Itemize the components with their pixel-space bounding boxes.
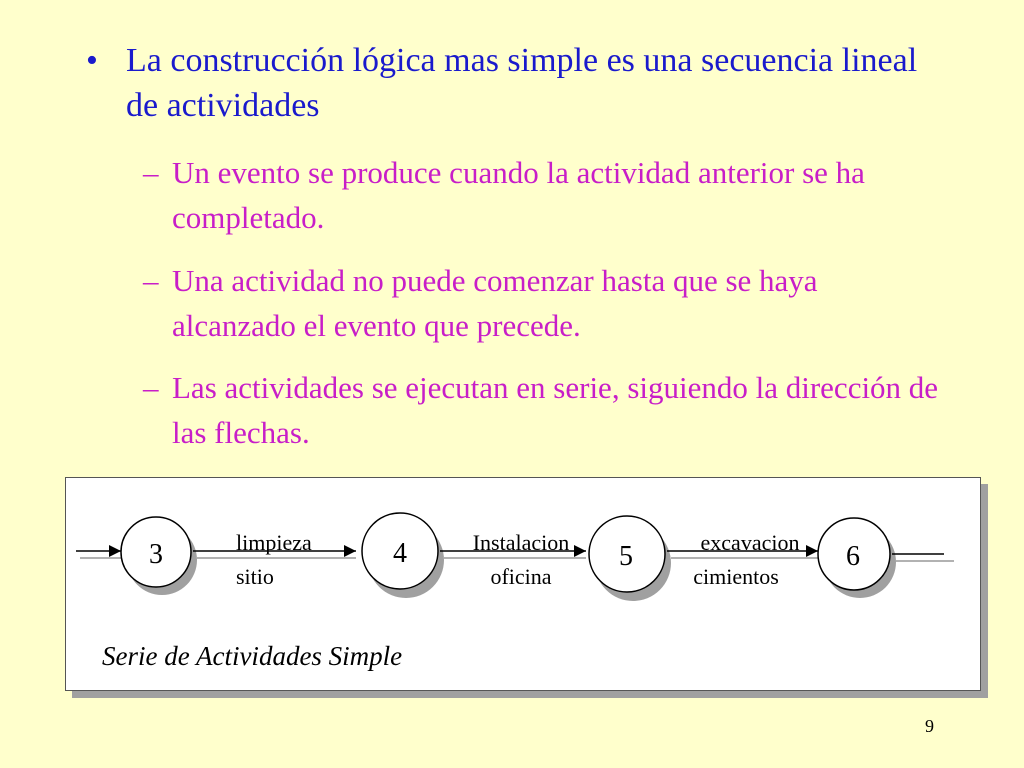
activity-1-line1: limpieza (236, 530, 312, 555)
sub-bullet-marker: – (143, 155, 159, 190)
diagram-caption: Serie de Actividades Simple (102, 641, 403, 671)
sub-bullet-text: Un evento se produce cuando la actividad anterior se ha completado. (172, 155, 865, 235)
activity-2-line1: Instalacion (472, 530, 570, 555)
activity-2-line2: oficina (490, 564, 552, 589)
main-bullet-text: La construcción lógica mas simple es una secuencia lineal de actividades (126, 42, 918, 124)
node-6-label: 6 (846, 541, 860, 572)
activity-3-line1: excavacion (700, 530, 800, 555)
bullet-marker: • (86, 42, 98, 79)
sub-bullet-marker: – (143, 263, 159, 298)
node-4-label: 4 (393, 538, 407, 569)
sub-bullet-marker: – (143, 370, 159, 405)
sub-bullet-text: Las actividades se ejecutan en serie, siguiendo la dirección de las flechas. (172, 370, 939, 450)
node-5-label: 5 (619, 541, 633, 572)
sub-bullet-text: Una actividad no puede comenzar hasta que se haya alcanzado el evento que precede. (172, 263, 818, 343)
activity-1-line2: sitio (236, 564, 274, 589)
activity-3-line2: cimientos (693, 564, 779, 589)
node-3-label: 3 (149, 539, 163, 570)
activity-diagram (65, 477, 981, 691)
page-number: 9 (925, 716, 934, 736)
